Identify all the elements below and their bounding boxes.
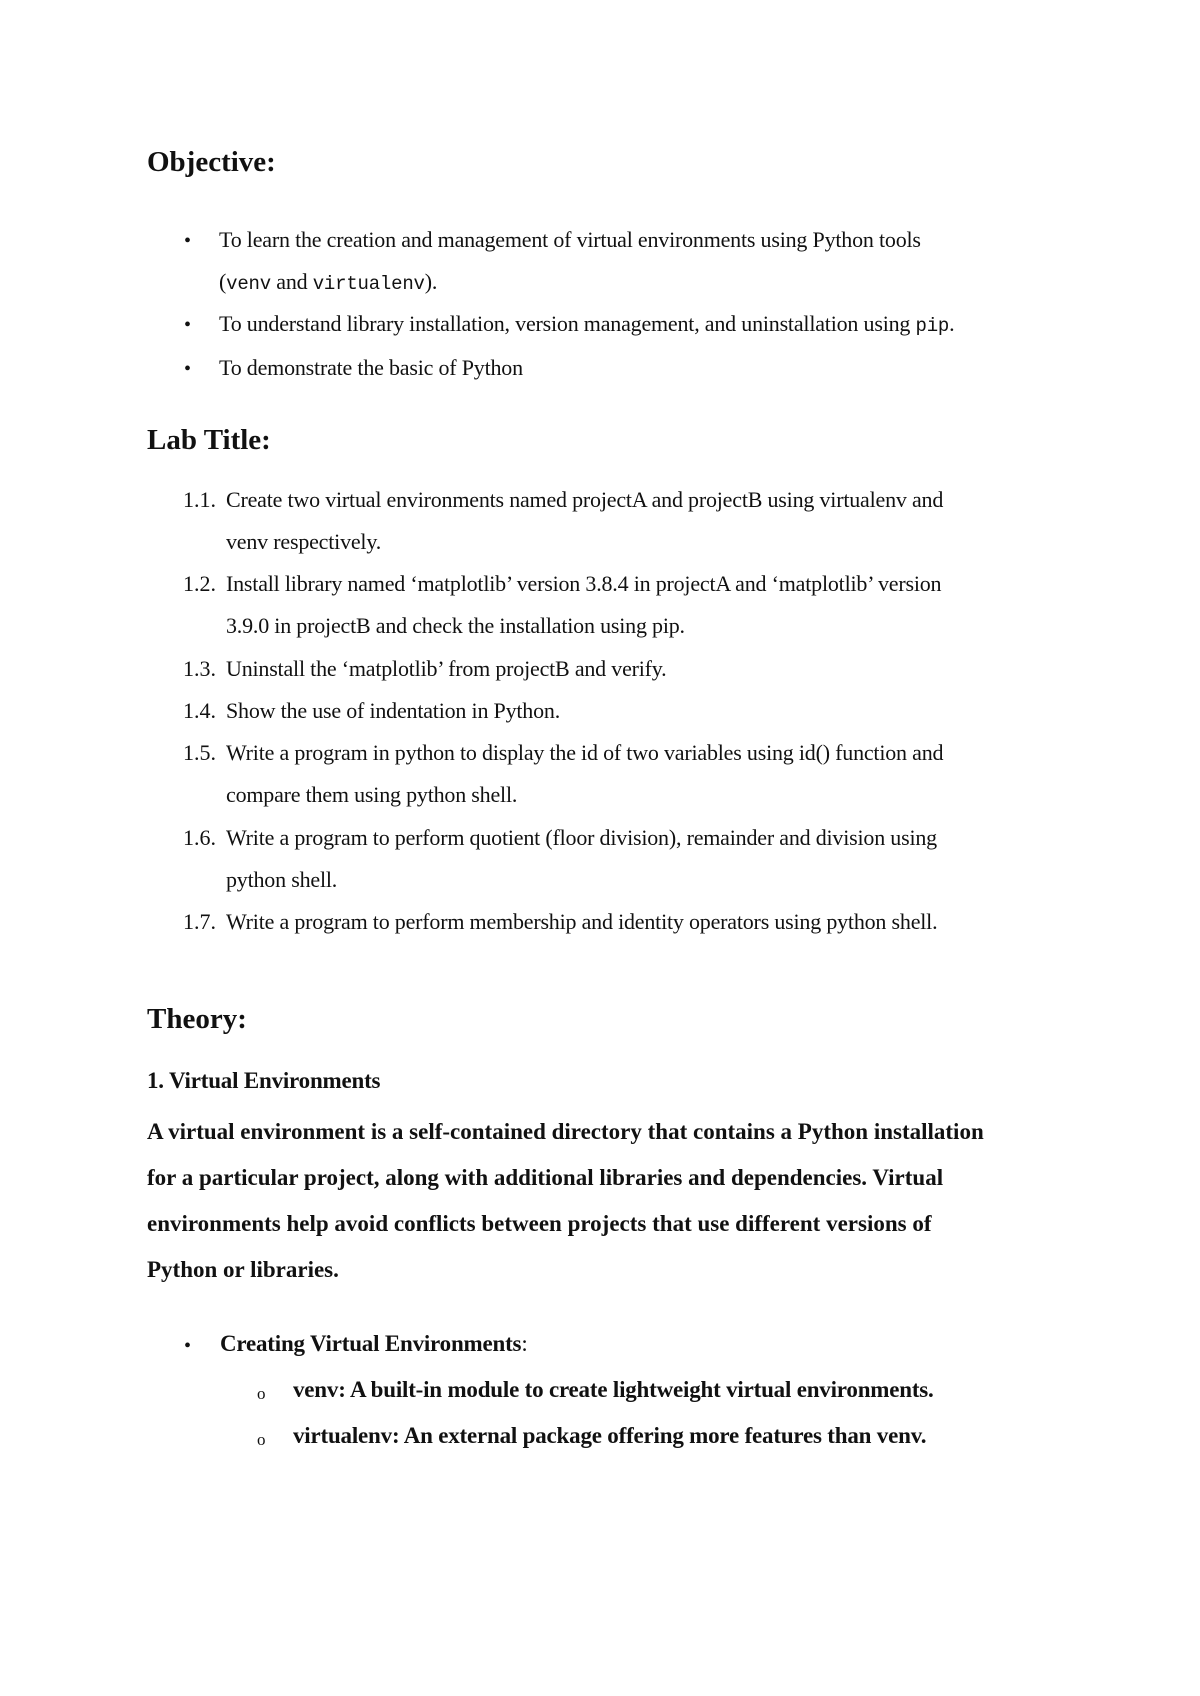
lab-item-2-line1: Install library named ‘matplotlib’ version 3.8.4 in projectA and ‘matplotlib’ version <box>226 571 942 596</box>
virtualenv-item: virtualenv: An external package offering more features than venv. <box>293 1423 927 1448</box>
bullet-icon: • <box>184 358 192 380</box>
lab-item-6-line1: Write a program to perform quotient (floor division), remainder and division using <box>226 825 937 850</box>
theory-subheading: 1. Virtual Environments <box>147 1068 381 1093</box>
lab-item-7-line1: Write a program to perform membership and identity operators using python shell. <box>226 909 938 934</box>
bullet-icon: • <box>184 230 192 252</box>
lab-item-4-line1: Show the use of indentation in Python. <box>226 698 560 723</box>
lab-item-number: 1.4. <box>183 698 216 723</box>
theory-paragraph-line-3: environments help avoid conflicts between projects that use different versions of <box>147 1211 932 1236</box>
lab-item-1-line1: Create two virtual environments named projectA and projectB using virtualenv and <box>226 487 944 512</box>
creating-virtual-environments: Creating Virtual Environments: <box>220 1331 528 1356</box>
circle-bullet-icon: o <box>257 1384 266 1403</box>
bullet-icon: • <box>184 1335 192 1357</box>
theory-paragraph-line-4: Python or libraries. <box>147 1257 339 1282</box>
objective-item-3: To demonstrate the basic of Python <box>219 355 523 380</box>
lab-item-number: 1.5. <box>183 740 216 765</box>
lab-item-3-line1: Uninstall the ‘matplotlib’ from projectB and verify. <box>226 656 667 681</box>
lab-item-6-line2: python shell. <box>226 867 338 892</box>
objective-item-1-line2: (venv and virtualenv). <box>219 269 438 295</box>
lab-item-5-line1: Write a program in python to display the id of two variables using id() function and <box>226 740 944 765</box>
venv-item: venv: A built-in module to create lightweight virtual environments. <box>293 1377 934 1402</box>
lab-title-heading: Lab Title: <box>147 424 271 456</box>
theory-paragraph-line-1: A virtual environment is a self-contained directory that contains a Python installation <box>147 1119 984 1144</box>
lab-item-number: 1.7. <box>183 909 216 934</box>
objective-heading: Objective: <box>147 146 276 178</box>
lab-item-number: 1.6. <box>183 825 216 850</box>
lab-item-number: 1.1. <box>183 487 216 512</box>
lab-item-number: 1.2. <box>183 571 216 596</box>
theory-heading: Theory: <box>147 1003 247 1035</box>
lab-item-number: 1.3. <box>183 656 216 681</box>
lab-item-2-line2: 3.9.0 in projectB and check the installation using pip. <box>226 613 685 638</box>
objective-item-2: To understand library installation, version management, and uninstallation using pip. <box>219 311 955 337</box>
lab-item-5-line2: compare them using python shell. <box>226 782 518 807</box>
objective-item-1-line1: To learn the creation and management of virtual environments using Python tools <box>219 227 921 252</box>
lab-item-1-line2: venv respectively. <box>226 529 382 554</box>
bullet-icon: • <box>184 314 192 336</box>
theory-paragraph-line-2: for a particular project, along with additional libraries and dependencies. Virtual <box>147 1165 944 1190</box>
circle-bullet-icon: o <box>257 1430 266 1449</box>
